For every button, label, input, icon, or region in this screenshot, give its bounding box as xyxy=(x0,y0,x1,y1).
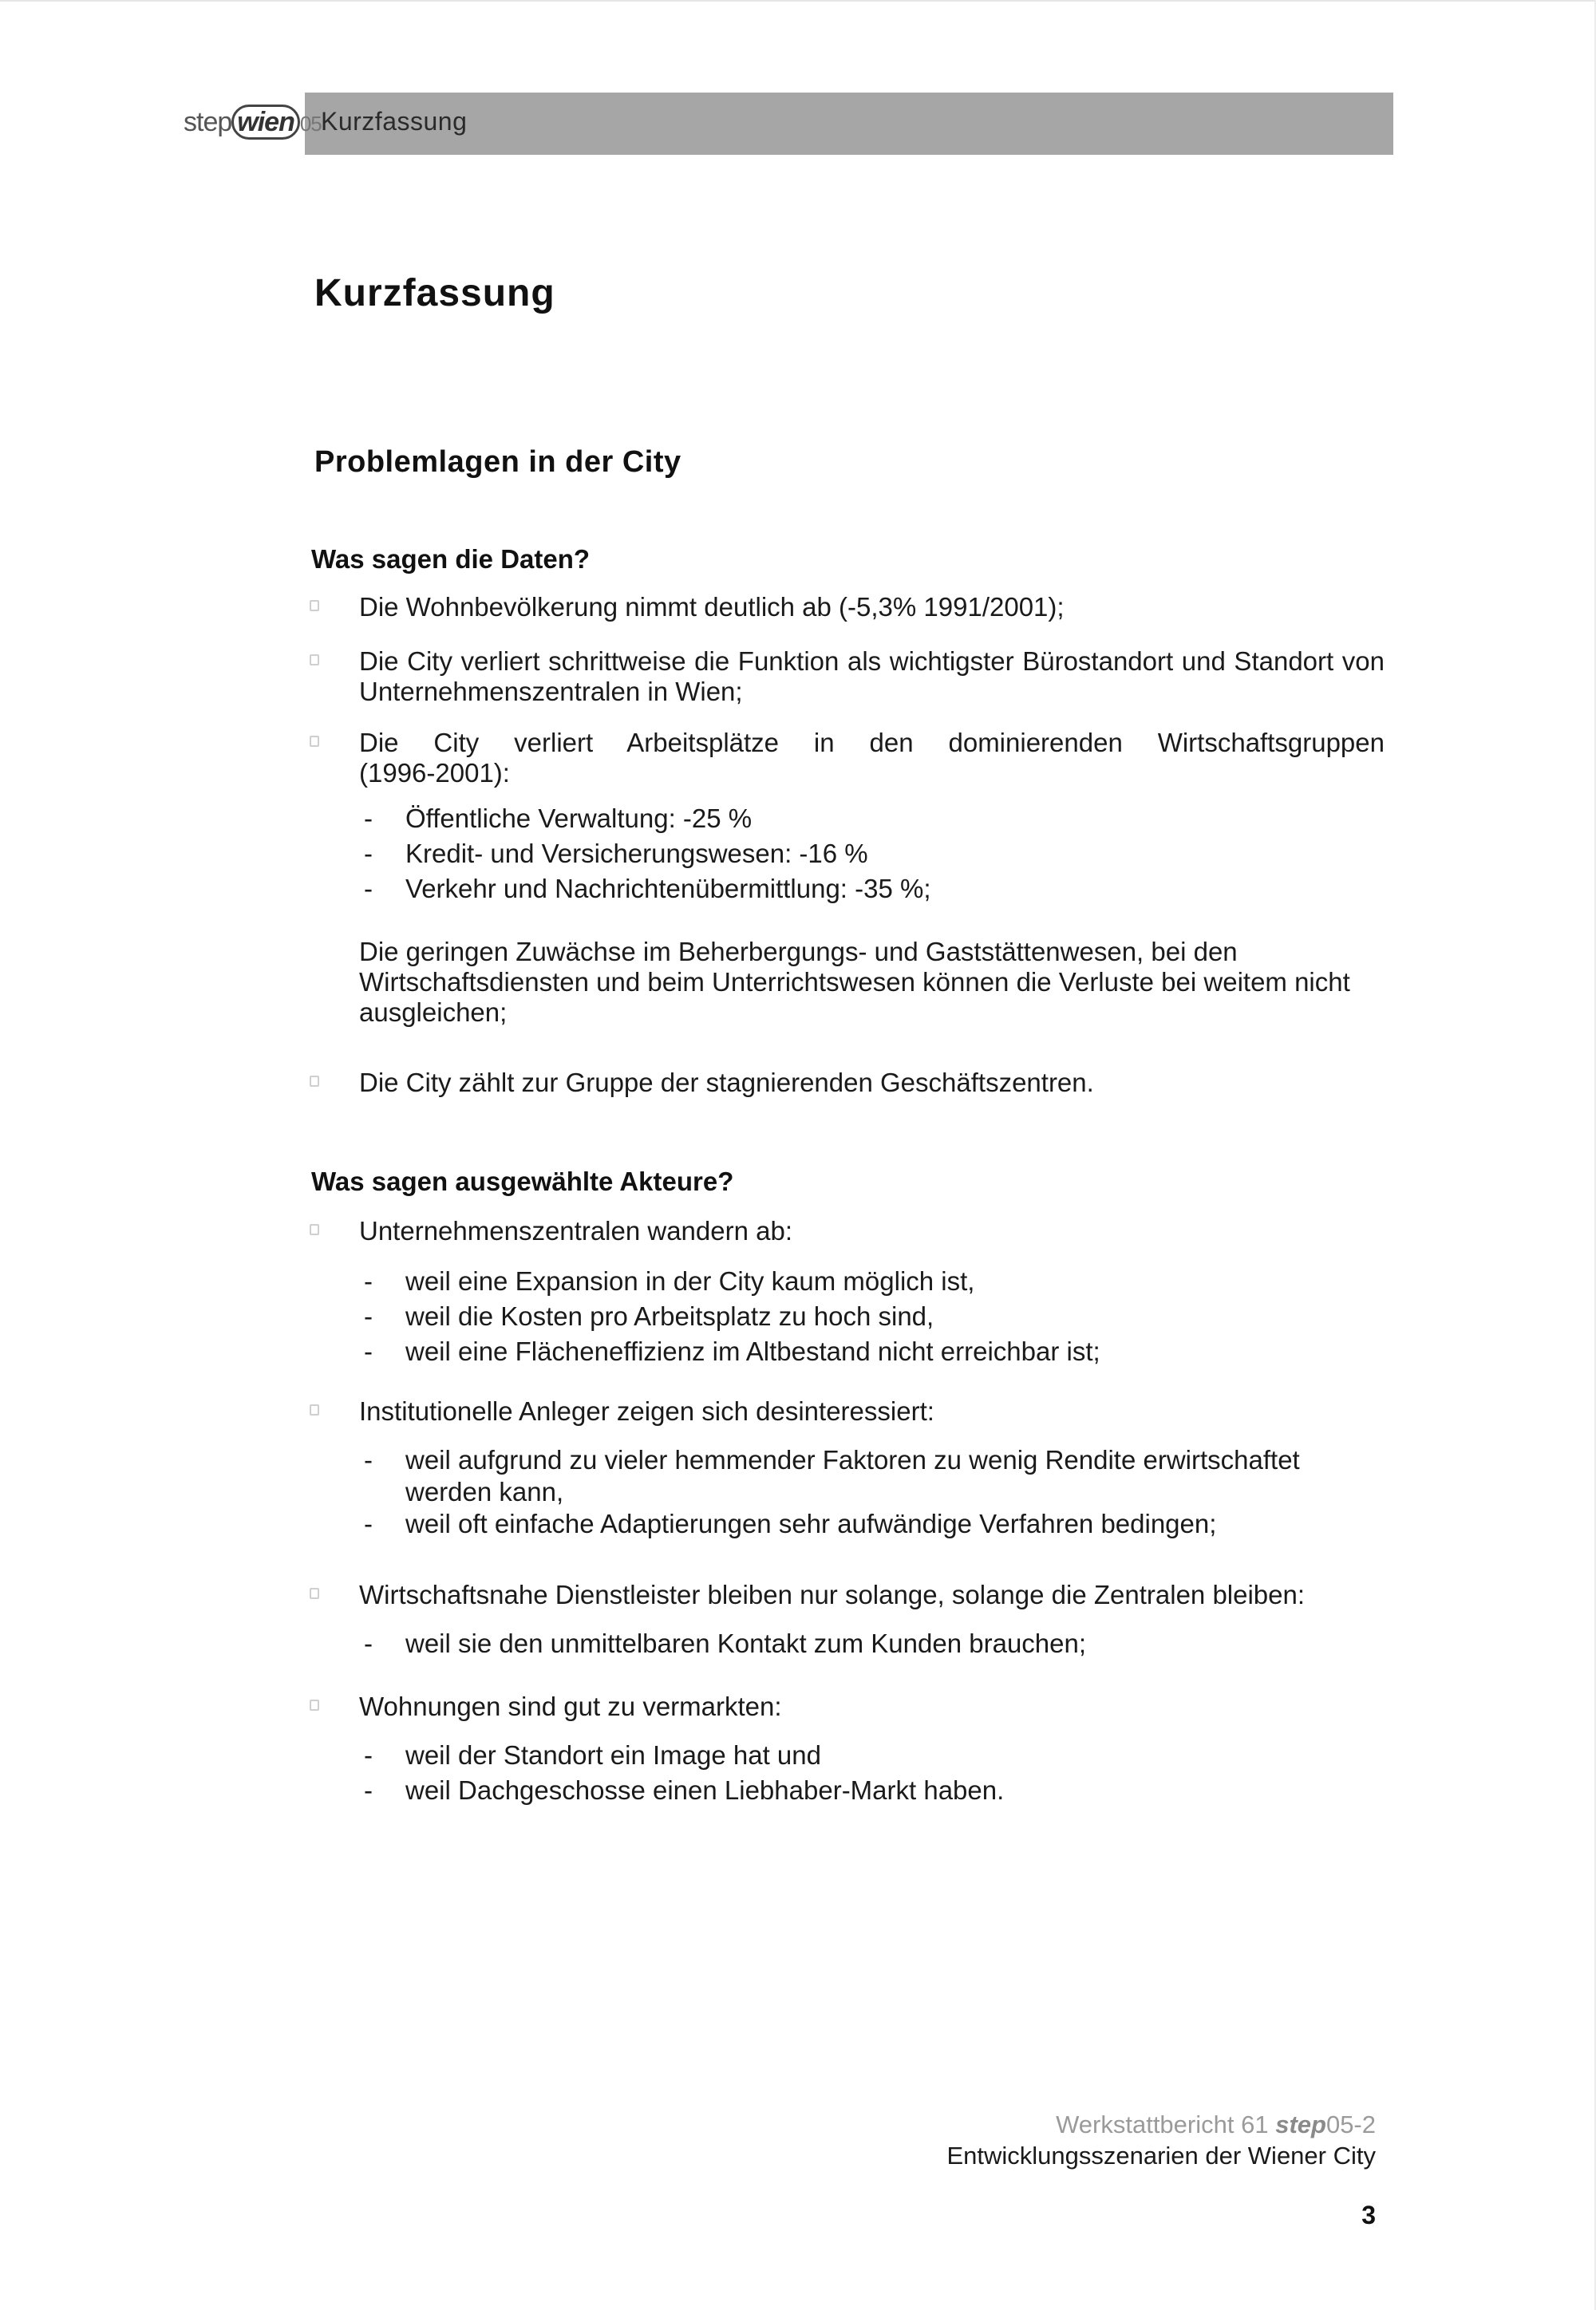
bullet-text: Wirtschaftsnahe Dienstleister bleiben nur solange, solange die Zentralen bleiben: xyxy=(359,1580,1306,1609)
bullet-text: Wohnungen sind gut zu vermarkten: xyxy=(359,1692,782,1721)
list-item-text: weil eine Flächeneffizienz im Altbestand nicht erreichbar ist; xyxy=(405,1337,1100,1366)
list-item xyxy=(364,1444,1393,1508)
page-top-edge xyxy=(0,0,1596,2)
list-item xyxy=(364,1299,1393,1334)
dash-marker: - xyxy=(364,1509,373,1538)
page-number: 3 xyxy=(1361,2201,1376,2229)
list-item-text: weil die Kosten pro Arbeitsplatz zu hoch sind, xyxy=(405,1301,934,1331)
list-item xyxy=(364,836,1393,871)
dash-marker: - xyxy=(364,1740,373,1770)
footer-subtitle: Entwicklungsszenarien der Wiener City xyxy=(946,2142,1376,2170)
bullet-square-icon xyxy=(310,1076,319,1087)
dash-marker: - xyxy=(364,1301,373,1331)
section-heading: Problemlagen in der City xyxy=(314,445,681,479)
list-item-text: weil oft einfache Adaptierungen sehr aufwändige Verfahren bedingen; xyxy=(405,1509,1217,1538)
list-item xyxy=(364,1773,1393,1808)
list-item xyxy=(364,801,1393,836)
list-item xyxy=(364,1738,1393,1773)
bullet-square-icon xyxy=(310,1224,319,1235)
bullet-text: Die City zählt zur Gruppe der stagnierenden Geschäftszentren. xyxy=(359,1068,1094,1097)
logo-wordmark xyxy=(184,107,322,138)
logo-year: 05 xyxy=(299,112,322,136)
dash-marker: - xyxy=(364,1445,373,1475)
list-item-text: Öffentliche Verwaltung: -25 % xyxy=(405,804,753,833)
page-title: Kurzfassung xyxy=(314,272,555,314)
bullet-text: Die Wohnbevölkerung nimmt deutlich ab (-5,3% 1991/2001); xyxy=(359,592,1065,622)
footer-report-prefix: Werkstattbericht 61 xyxy=(1056,2111,1276,2138)
bullet-square-icon xyxy=(310,736,319,747)
bullet-text: Die City verliert schrittweise die Funktion als wichtigster Bürostandort und Standort von Unternehmenszentralen in Wien; xyxy=(359,646,1385,706)
akteure-list-1 xyxy=(364,1264,1393,1369)
list-item-text: weil aufgrund zu vieler hemmender Faktoren zu wenig Rendite erwirtschaftet werden kann, xyxy=(405,1445,1300,1506)
bullet-square-icon xyxy=(310,1588,319,1599)
dash-marker: - xyxy=(364,839,373,868)
dash-marker: - xyxy=(364,804,373,833)
header-title: Kurzfassung xyxy=(321,107,468,136)
footer-report-line xyxy=(1056,2111,1376,2139)
dash-marker: - xyxy=(364,1775,373,1805)
bullet-square-icon xyxy=(310,1404,319,1416)
logo-wien: wien xyxy=(231,105,300,140)
dash-marker: - xyxy=(364,1337,373,1366)
list-item-text: Kredit- und Versicherungswesen: -16 % xyxy=(405,839,868,868)
bullet-text: Die City verliert Arbeitsplätze in den dominierenden Wirtschaftsgruppen (1996-2001): xyxy=(359,728,1385,788)
bullet-square-icon xyxy=(310,654,319,665)
daten-heading: Was sagen die Daten? xyxy=(311,544,591,574)
daten-sub-list xyxy=(364,801,1393,906)
list-item xyxy=(364,871,1393,906)
bullet-text: Institutionelle Anleger zeigen sich desinteressiert: xyxy=(359,1396,934,1426)
bullet-text: Unternehmenszentralen wandern ab: xyxy=(359,1216,793,1246)
footer-report-step: step xyxy=(1275,2111,1326,2138)
dash-marker: - xyxy=(364,1266,373,1296)
list-item xyxy=(364,1264,1393,1299)
step-wien-logo xyxy=(177,93,322,155)
list-item-text: Verkehr und Nachrichtenübermittlung: -35 %; xyxy=(405,874,931,903)
list-item xyxy=(364,1508,1393,1540)
list-item-text: weil der Standort ein Image hat und xyxy=(405,1740,821,1770)
dash-marker: - xyxy=(364,874,373,903)
akteure-heading: Was sagen ausgewählte Akteure? xyxy=(311,1167,734,1196)
footer-report-suffix: 05-2 xyxy=(1325,2111,1376,2138)
akteure-list-3 xyxy=(364,1626,1393,1661)
logo-prefix: step xyxy=(184,107,232,137)
akteure-list-2 xyxy=(364,1444,1393,1540)
bullet-square-icon xyxy=(310,600,319,611)
daten-paragraph: Die geringen Zuwächse im Beherbergungs- und Gaststättenwesen, bei den Wirtschaftsdiensten und beim Unterrichtswesen können die Verluste bei weitem nicht ausgleichen; xyxy=(359,937,1350,1027)
dash-marker: - xyxy=(364,1629,373,1658)
akteure-list-4 xyxy=(364,1738,1393,1808)
list-item-text: weil Dachgeschosse einen Liebhaber-Markt haben. xyxy=(405,1775,1005,1805)
list-item xyxy=(364,1334,1393,1369)
bullet-square-icon xyxy=(310,1700,319,1711)
list-item-text: weil sie den unmittelbaren Kontakt zum Kunden brauchen; xyxy=(405,1629,1087,1658)
list-item xyxy=(364,1626,1393,1661)
list-item-text: weil eine Expansion in der City kaum möglich ist, xyxy=(405,1266,975,1296)
